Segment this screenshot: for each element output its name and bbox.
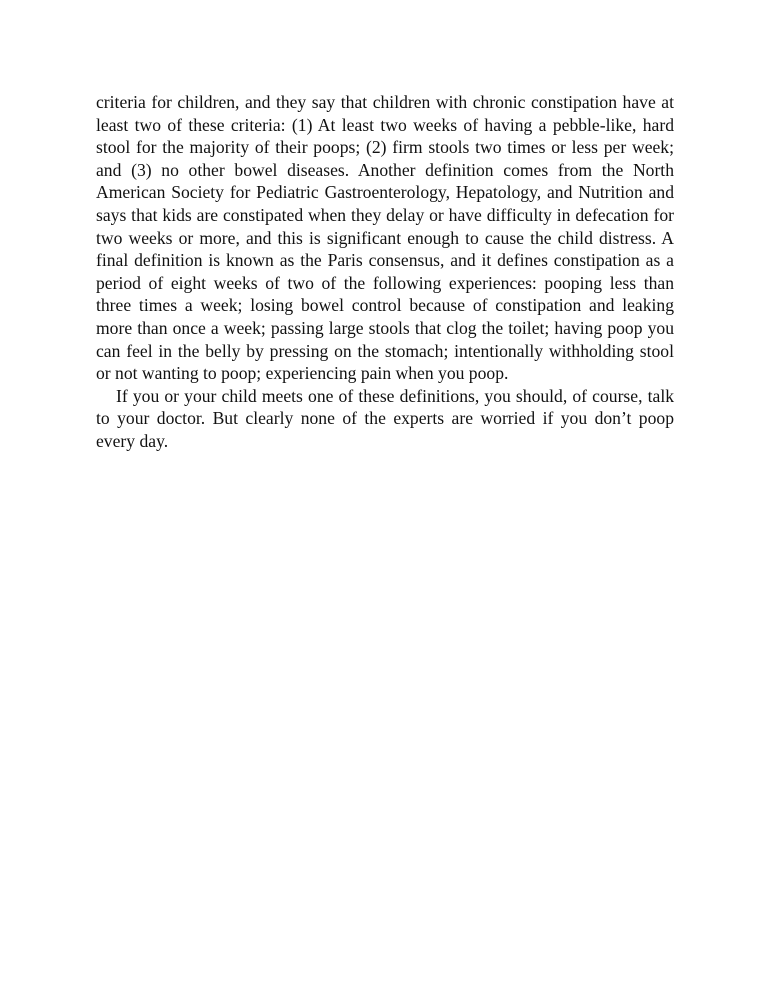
paragraph-continued: criteria for children, and they say that children with chronic constipation have at least two of these criteria: (1) At least two weeks of having a pebble-like, hard stool for the majority of their poops; (2) firm stools two times or less per week; and (3) no other bowel diseases. Another definition comes from the North American Society for Pediatric Gastroenterology, Hepatology, and Nutrition and says that kids are constipated when they delay or have difficulty in defecation for two weeks or more, and this is significant enough to cause the child distress. A final definition is known as the Paris consensus, and it defines constipation as a period of eight weeks of two of the following experiences: pooping less than three times a week; losing bowel control because of constipation and leaking more than once a week; passing large stools that clog the toilet; having poop you can feel in the belly by pressing on the stomach; intentionally withholding stool or not wanting to poop; experiencing pain when you poop. — [96, 92, 674, 384]
paragraph: If you or your child meets one of these definitions, you should, of course, talk to your doctor. But clearly none of the experts are worried if you don’t poop every day. — [96, 385, 674, 451]
body-text — [96, 91, 674, 453]
